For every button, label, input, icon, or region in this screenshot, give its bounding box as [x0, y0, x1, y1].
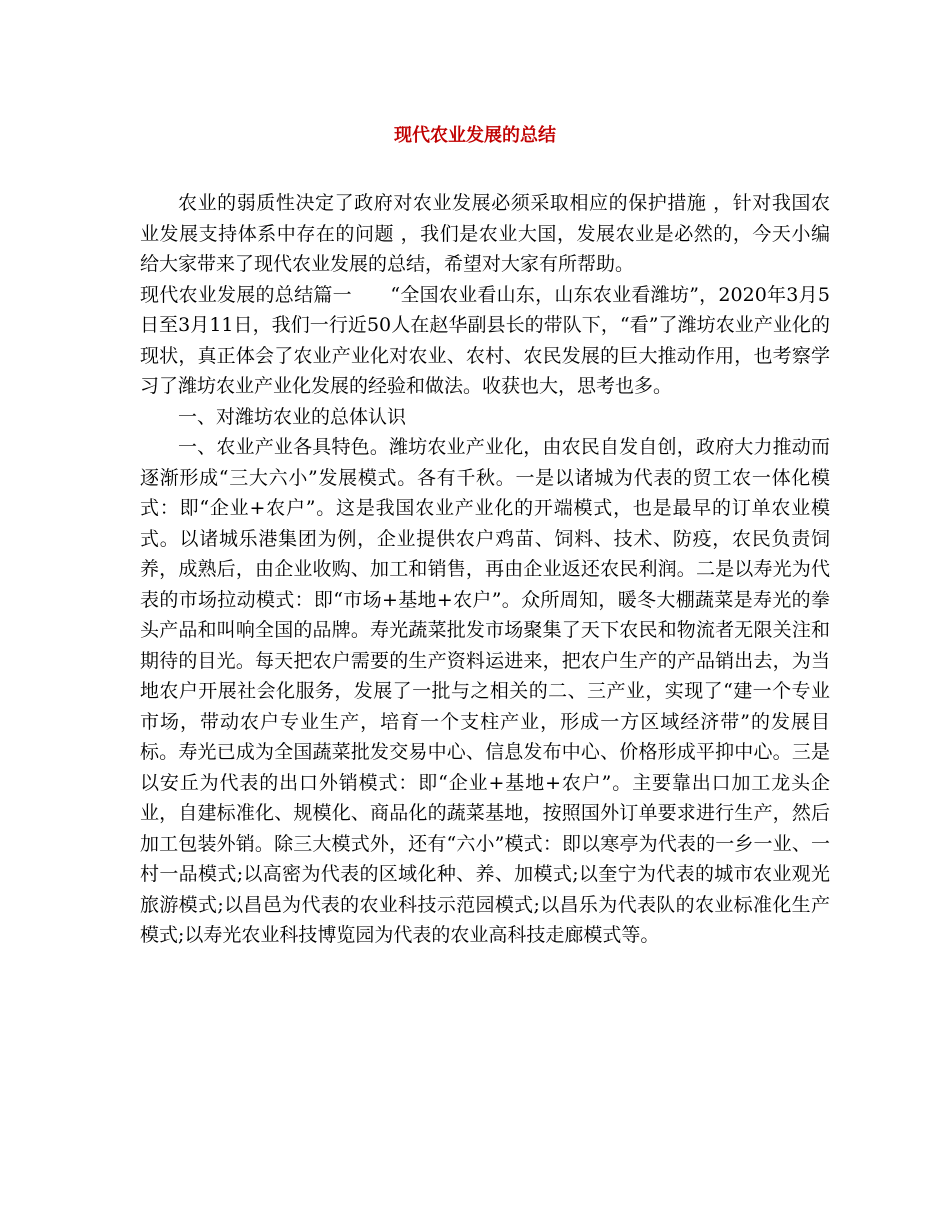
intro-paragraph: 农业的弱质性决定了政府对农业发展必须采取相应的保护措施 ，针对我国农业发展支持体系中存在的问题 ，我们是农业大国，发展农业是必然的，今天小编给大家带来了现代农业发展的总结，希望对大家有所帮助。: [140, 192, 830, 275]
body-paragraph: 一、农业产业各具特色。潍坊农业产业化，由农民自发自创，政府大力推动而逐渐形成“三大六小”发展模式。各有千秋。一是以诸城为代表的贸工农一体化模式：即“企业+农户”。这是我国农业产业化的开端模式，也是最早的订单农业模式。以诸城乐港集团为例，企业提供农户鸡苗、饲料、技术、防疫，农民负责饲养，成熟后，由企业收购、加工和销售，再由企业返还农民利润。二是以寿光为代表的市场拉动模式：即“市场+基地+农户”。众所周知，暖冬大棚蔬菜是寿光的拳头产品和叫响全国的品牌。寿光蔬菜批发市场聚集了天下农民和物流者无限关注和期待的目光。每天把农户需要的生产资料运进来，把农户生产的产品销出去，为当地农户开展社会化服务，发展了一批与之相关的二、三产业，实现了“建一个专业市场，带动农户专业生产，培育一个支柱产业，形成一方区域经济带”的发展目标。寿光已成为全国蔬菜批发交易中心、信息发布中心、价格形成平抑中心。三是以安丘为代表的出口外销模式：即“企业+基地+农户”。主要靠出口加工龙头企业，自建标准化、规模化、商品化的蔬菜基地，按照国外订单要求进行生产，然后加工包装外销。除三大模式外，还有“六小”模式：即以寒亭为代表的一乡一业、一村一品模式;以高密为代表的区域化种、养、加模式;以奎宁为代表的城市农业观光旅游模式;以昌邑为代表的农业科技示范园模式;以昌乐为代表队的农业标准化生产模式;以寿光农业科技博览园为代表的农业高科技走廊模式等。: [140, 436, 830, 946]
section-one-paragraph: 现代农业发展的总结篇一 “全国农业看山东，山东农业看潍坊”，2020年3月5日至3月11日，我们一行近50人在赵华副县长的带队下，“看”了潍坊农业产业化的现状，真正体会了农业产业化对农业、农村、农民发展的巨大推动作用，也考察学习了潍坊农业产业化发展的经验和做法。收获也大，思考也多。: [140, 283, 830, 397]
document-body: [140, 188, 830, 951]
section-heading: 一、对潍坊农业的总体认识: [178, 405, 407, 428]
document-title: 现代农业发展的总结: [394, 125, 556, 146]
